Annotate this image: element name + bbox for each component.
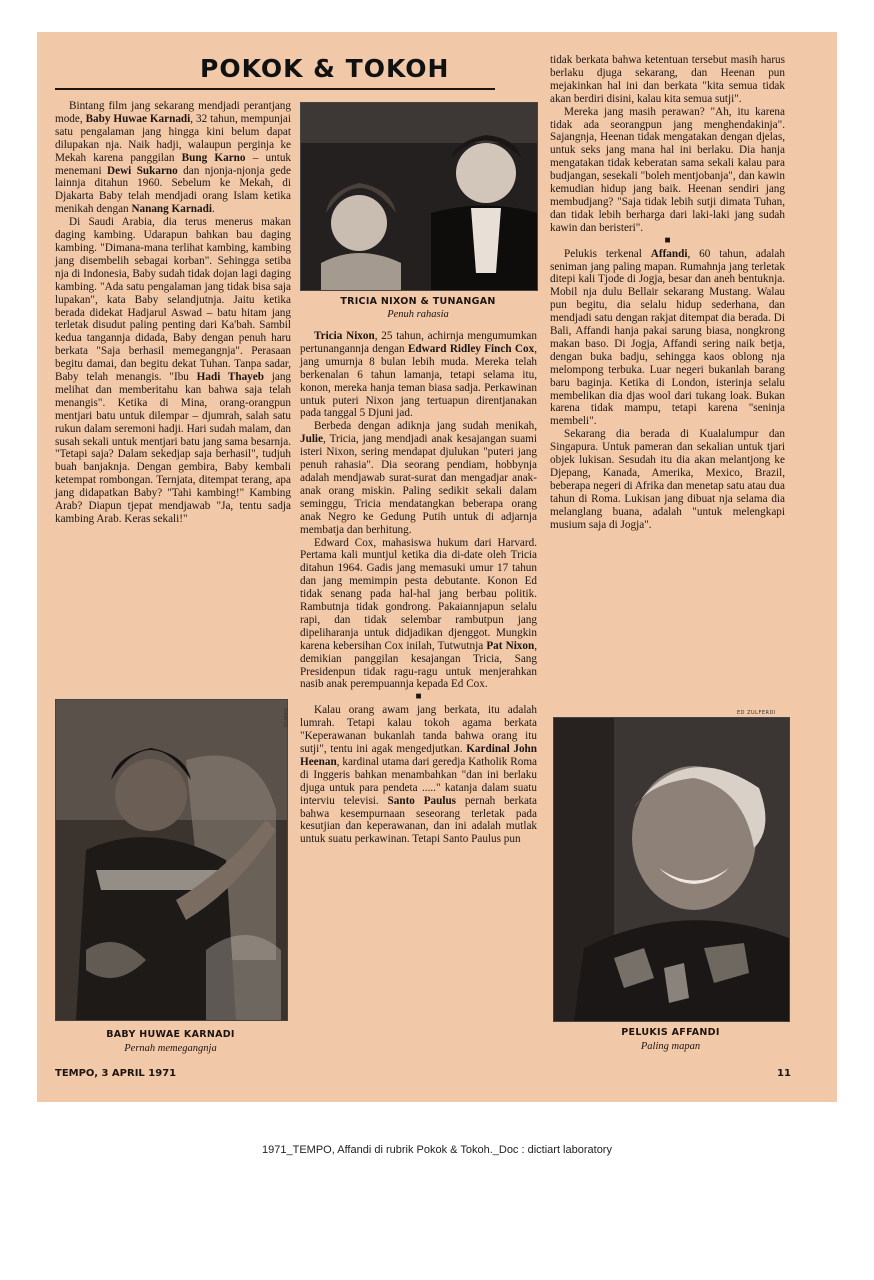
portrait-illustration [56, 700, 287, 1020]
caption-baby-title: BABY HUWAE KARNADI [106, 1029, 235, 1040]
article-paragraph [55, 216, 291, 526]
text-run: , jang umurnja 8 bulan lebih muda. Mereka telah berkenalan 6 tahun lamanja, tetapi selama itu, konon, mereka hanja teman biasa sadja. Perkawinan untuk puteri Nixon jang tertuapun direntjanakan pada tanggal 5 Djuni jad. [300, 342, 537, 420]
photo-baby-huwae-karnadi [55, 699, 288, 1021]
bold-name: Tricia Nixon [314, 330, 375, 342]
bold-name: Julie [300, 433, 323, 446]
photo-credit-baby: DAWIQ [282, 708, 288, 728]
text-run: Berbeda dengan adiknja jang sudah menikah, [314, 420, 537, 433]
text-run: dan njonja-njonja gede lainnja ditahun 1960. Sebelum ke Mekah, di Djakarta Baby telah mendjadi orang Islam ketika menikah dengan [55, 164, 291, 216]
article-paragraph [550, 248, 785, 429]
section-separator: ■ [415, 691, 422, 703]
article-paragraph [55, 100, 291, 216]
column-baby-article [55, 100, 291, 526]
text-run: , demikian panggilan kesajangan Tricia, Sang Presidenpun tidak ragu-ragu untuk menjerahkan nasib anak perempuannja kepada Ed Cox. [300, 639, 538, 691]
photo-tricia-nixon [300, 102, 538, 291]
article-paragraph [550, 428, 785, 531]
issue-date: TEMPO, 3 APRIL 1971 [55, 1068, 177, 1079]
caption-tricia-title: TRICIA NIXON & TUNANGAN [340, 296, 496, 307]
bold-name: Santo Paulus [387, 794, 457, 807]
caption-tricia-sub: Penuh rahasia [387, 309, 449, 320]
painter-portrait [554, 718, 789, 1021]
section-separator: ■ [664, 234, 671, 246]
bold-name: Baby Huwae Karnadi [85, 112, 191, 125]
text-run: pernah berkata bahwa kesempurnaan seseorang terletak pada kesutjian dan keperawanan, dan ini adalah mutlak untuk suatu perkawinan. Tetapi Santo Paulus pun [300, 794, 537, 846]
column-affandi-article [550, 54, 785, 532]
photo-affandi [553, 717, 790, 1022]
text-run: Pelukis terkenal [564, 247, 651, 260]
text-run: Mereka jang masih perawan? "Ah, itu karena tidak ada seorangpun jang menghendakinja". Sajangnja, Heenan tidak mengatakan dengan djelas, untuk seks jang mana hal ini berlaku. Dia hanja mengatakan tidak keberatan sama sekali kalau para budjangan, sesekali "boleh mentjobanja", dan kawin kemudian hidup jang baik. Heenan sendiri jang membudjang? "Saja tidak lebih sutji dimata Tuhan, dan tidak lebih berharga dari laki-laki jang sudah kawin dan beristeri". [550, 105, 785, 234]
text-run: . [211, 203, 215, 216]
article-paragraph [300, 330, 537, 420]
column-tricia-article [300, 330, 537, 846]
photo-credit-affandi: ED ZULFERDI [737, 710, 776, 716]
caption-affandi-title: PELUKIS AFFANDI [621, 1027, 720, 1038]
text-run: , 32 tahun, mempunjai satu pengalaman jang hingga kini belum dapat dilupakan nja. Naik hadji, walaupun perginja ke Mekah karena panggilan [55, 112, 291, 164]
text-run: tidak berkata bahwa ketentuan tersebut masih harus berlaku djuga sekarang, dan Heenan pun mejakinkan hal ini dan berkata "kita semua tidak akan berdiri disini, kalau kita semua sutji". [550, 54, 785, 105]
bold-name: Edward Ridley Finch Cox [407, 342, 535, 355]
engagement-photo [301, 103, 537, 290]
page-number: 11 [777, 1068, 791, 1079]
bold-name: Nanang Karnadi [131, 203, 212, 216]
bold-name: Hadi Thayeb [196, 371, 264, 384]
document-caption: 1971_TEMPO, Affandi di rubrik Pokok & Tokoh._Doc : dictiart laboratory [262, 1144, 612, 1156]
bold-name: Bung Karno [181, 151, 246, 164]
text-run: jang melihat dan memberitahu kan bahwa saja telah menangis". Ketika di Mina, orang-orangpun mentjari batu untuk dilempar – djumrah, salah satu rukun dalam seremoni hadji. Hari sudah malam, dan susah sekali untuk mentjari batu jang sama besarnja. "Tetapi saja? Dalam sekedjap saja berhasil", tudjuh buah banjaknja. Dengan gembira, Baby kembali ketempat rombongan. Ternjata, ditempat terang, apa jang didapatkan Baby? "Tahi kambing!" Kambing Arab? Diapun tjepat mendjawab "Ja, tentu sadja kambing Arab. Keras sekali!" [55, 371, 292, 525]
text-run: Di Saudi Arabia, dia terus menerus makan daging kambing. Udarapun bahkan bau daging kambing. "Dimana-mana terlihat kambing, kambing jang disembelih sebagai korban". Sehingga setiba nja di Indonesia, Baby sudah tidak dojan lagi daging kambing. "Ada satu pengalaman jang tidak bisa saja lupakan", kata Baby selandjutnja. Jaitu ketika berada didekat Hadjarul Aswad – batu hitam jang terletak disudut paling penting dari Ka'bah. Sambil kedua tangannja didada, Baby dengan penuh haru berkata "Saja berhasil memegangnja". Perasaan begitu damai, dan begitu dekat Tuhan. Tanpa sadar, Baby telah menangis. "Ibu [55, 216, 291, 384]
text-run: , 60 tahun, adalah seniman jang paling mapan. Rumahnja jang terletak ditepi kali Tjode di Jogja, besar dan aneh bentuknja. Mobil nja dulu Bellair sekarang Mustang. Walau pun begitu, dia selalu hidup sederhana, dan mendjadi satu dengan rakjat ditempat dia berada. Di Bali, Affandi hanja pakai sarung biasa, nongkrong makan baso. Di Jogja, Affandi sering naik betja, dengan buka badju, sehingga kaos oblong nja melompong terbuka. Luar negeri bukanlah barang baru baginja. Ketika di London, isterinja selalu membelikan dia djas wool dari tukang loak. Bukan karena tidak mampu, tetapi karena "seninja membeli". [550, 247, 785, 428]
text-run: Kalau orang awam jang berkata, itu adalah lumrah. Tetapi kalau tokoh agama berkata "Keperawanan bukanlah tanda bahwa orang itu sutji", tentu ini agak mengedjutkan. [300, 704, 537, 755]
article-paragraph [550, 106, 785, 235]
article-paragraph [550, 54, 785, 106]
bold-name: Dewi Sukarno [107, 164, 178, 177]
caption-baby-sub: Pernah memegangnja [124, 1043, 217, 1054]
text-run: – untuk menemani [55, 151, 292, 177]
section-header [55, 50, 495, 90]
caption-affandi-sub: Paling mapan [640, 1041, 701, 1052]
text-run: Sekarang dia berada di Kualalumpur dan Singapura. Untuk pameran dan sekalian untuk tjari objek lukisan. Sesudah itu dia akan melantjong ke Djepang, Kanada, Amerika, Mexico, Brazil, beberapa negeri di Afrika dan menetap satu atau dua tahun di Roma. Lukisan jang dibuat nja selama dia melanglang buana, adalah "untuk melengkapi musium saja di Jogja". [550, 428, 785, 531]
text-run: Edward Cox, mahasiswa hukum dari Harvard. Pertama kali muntjul ketika dia di-date oleh Tricia ditahun 1964. Gadis jang memasuki umur 17 tahun dan jang memimpin pesta debutante. Konon Ed tidak senang pada hal-hal jang berbau politik. Rambutnja tidak gondrong. Pakaiannjapun selalu rapi, dan tidak selembar rambutpun jang dipeliharanja untuk didjadikan djenggot. Mungkin karena kebersihan Cox inilah, Tutwutnja [300, 536, 537, 652]
article-paragraph [300, 704, 537, 846]
text-run: , 25 tahun, achirnja mengumumkan pertunangannja dengan [300, 330, 537, 355]
bold-name: Pat Nixon [486, 639, 535, 652]
text-run: , kardinal utama dari geredja Katholik Roma di Inggeris bahkan menambahkan "dan ini berlaku djuga untuk para pendeta ....." katanja dalam suatu interviu televisi. [300, 755, 537, 807]
article-paragraph [300, 537, 537, 692]
bold-name: Kardinal John Heenan [300, 743, 538, 768]
magazine-page-scan [37, 32, 837, 1102]
article-paragraph [300, 420, 537, 536]
text-run: , Tricia, jang mendjadi anak kesajangan suami isteri Nixon, sering mendapat djulukan "puteri jang penuh rahasia". Dia seorang pendiam, hobbynja adalah mendjawab surat-surat dan mengadjar anak-anak orang miskin. Paling sedikit sekali dalam seminggu, Tricia mendatangkan beberapa orang anak Negro ke Gedung Putih untuk di adjarnja membatja dan berhitung. [300, 433, 537, 536]
section-title: POKOK & TOKOH [200, 54, 450, 83]
bold-name: Affandi [650, 247, 688, 260]
text-run: Bintang film jang sekarang mendjadi perantjang mode, [55, 100, 291, 125]
